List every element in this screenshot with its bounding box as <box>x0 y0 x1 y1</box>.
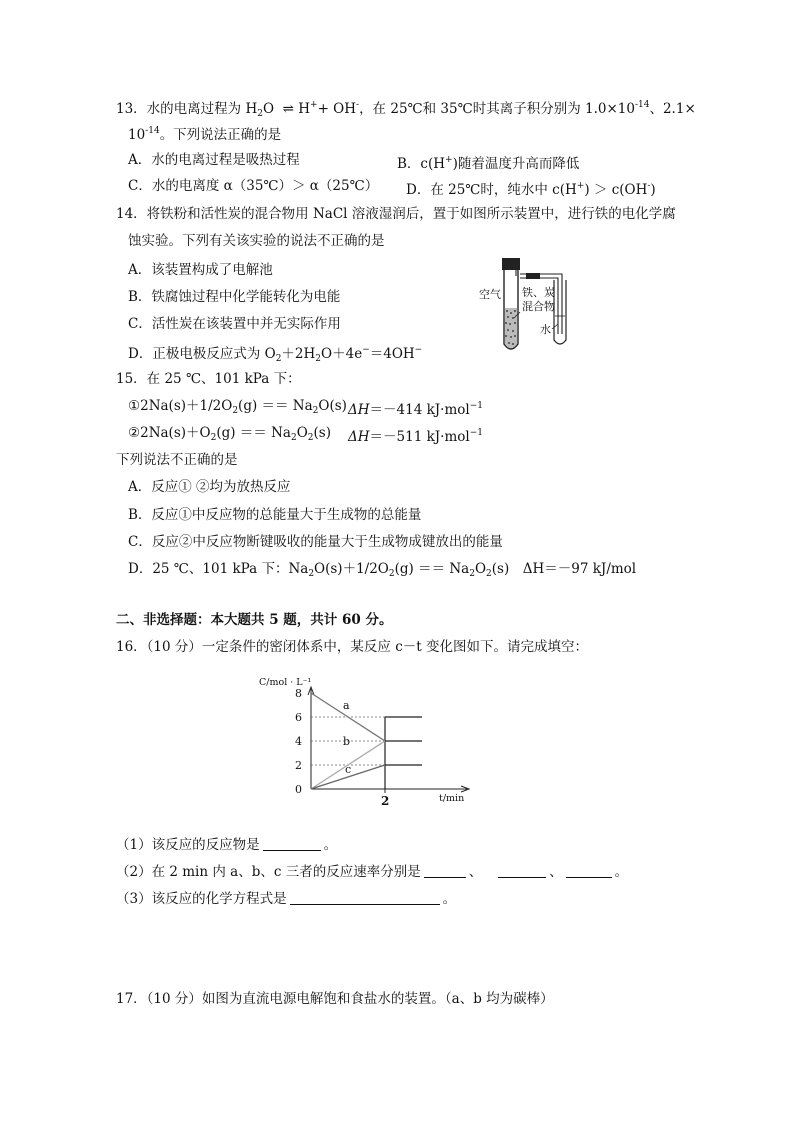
q16-blank-rate-b[interactable] <box>498 863 546 878</box>
q16-blank-rate-a[interactable] <box>424 863 466 878</box>
stopper <box>502 258 520 270</box>
q17-line1: 17．（10 分）如图为直流电源电解饱和食盐水的装置。（a、b 均为碳棒） <box>116 991 554 1007</box>
q16-line1: 16．（10 分）一定条件的密闭体系中，某反应 c－t 变化图如下。请完成填空： <box>116 639 588 655</box>
q15-option-a: A．反应① ②均为放热反应 <box>128 479 291 495</box>
y-axis-label: C/mol · L⁻¹ <box>259 677 312 688</box>
q16-blank-equation[interactable] <box>290 890 440 905</box>
q16-blank-reactant[interactable] <box>263 836 321 851</box>
y-tick-label: 2 <box>295 759 302 772</box>
series-label-a: a <box>343 699 350 712</box>
y-tick-label: 6 <box>295 711 302 724</box>
corrosion-apparatus-figure <box>476 256 586 360</box>
q14-option-b: B．铁腐蚀过程中化学能转化为电能 <box>128 289 341 305</box>
q16-part2-text: （2）在 2 min 内 a、b、c 三者的反应速率分别是 <box>116 864 421 880</box>
section-heading: 二、非选择题：本大题共 5 题，共计 60 分。 <box>116 612 393 628</box>
q14-option-c: C．活性炭在该装置中并无实际作用 <box>128 316 341 332</box>
label-mix1: 铁、炭 <box>522 286 555 299</box>
q15-line1: 15．在 25 ℃、101 kPa 下： <box>116 371 301 387</box>
y-tick-label: 4 <box>295 735 302 748</box>
q13-line2: $10^{-14}$。下列说法正确的是 <box>128 126 282 143</box>
y-tick-label: 8 <box>295 687 302 700</box>
q16-part1-end: 。 <box>323 837 338 853</box>
y-tick-label: 0 <box>295 783 302 796</box>
q15-stem: 下列说法不正确的是 <box>116 452 238 468</box>
q14-line2: 蚀实验。下列有关该实验的说法不正确的是 <box>128 233 385 249</box>
q15-option-c: C．反应②中反应物断键吸收的能量大于生成物成键放出的能量 <box>128 534 503 550</box>
q16-part1-text: （1）该反应的反应物是 <box>116 837 260 853</box>
q13-option-c: C．水的电离度 α（35℃）＞ α（25℃） <box>128 178 379 194</box>
q16-part3 <box>116 890 456 908</box>
water-tube <box>554 280 566 344</box>
q16-part3-text: （3）该反应的化学方程式是 <box>116 891 287 907</box>
label-water: 水 <box>540 323 551 336</box>
iron-carbon-mixture <box>505 308 517 348</box>
q13-option-b: B．c(H+)随着温度升高而降低 <box>397 155 580 172</box>
q14-option-d: D．正极电极反应式为 $O_2+2H_2O+4e^-=4OH^-$ <box>128 345 423 364</box>
q16-sep2: 、 <box>549 864 563 880</box>
q16-sep1: 、 <box>468 864 483 880</box>
concentration-time-chart <box>255 675 485 805</box>
q13-option-a: A．水的电离过程是吸热过程 <box>128 152 300 168</box>
label-air: 空气 <box>479 288 501 301</box>
q15-option-b: B．反应①中反应物的总能量大于生成物的总能量 <box>128 507 422 523</box>
q15-option-d: D．25 ℃、101 kPa 下：$Na_2O(s)+1/2O_2(g) == Na_2O_2(s)$ ΔH＝－97 kJ/mol <box>128 561 637 579</box>
q16-part2 <box>116 863 628 881</box>
q14-option-a: A．该装置构成了电解池 <box>128 262 273 278</box>
q14-line1: 14．将铁粉和活性炭的混合物用 NaCl 溶液湿润后，置于如图所示装置中，进行铁的电化学腐 <box>116 206 676 222</box>
series-label-c: c <box>345 763 352 776</box>
q15-eq1: $①2Na(s)+1/2O_2(g) == Na_2O(s)$ <box>128 398 347 416</box>
q15-dh1: ΔH＝－414 kJ·mol$^{-1}$ <box>348 401 484 418</box>
x-axis-label: t/min <box>439 793 465 804</box>
q16-part3-end: 。 <box>442 891 457 907</box>
label-mix2: 混合物 <box>522 300 555 313</box>
series-label-b: b <box>343 735 351 748</box>
q13-line1: 13．水的电离过程为 $H_2O$ ⇌ H++ OH-，在 25℃和 35℃时其离子积分别为 $1.0\times 10^{-14}$、2.1× <box>116 100 696 119</box>
q16-part1 <box>116 836 337 854</box>
q15-eq2: $②2Na(s)+O_2(g) == Na_2O_2(s)$ <box>128 425 331 443</box>
q13-option-d: D．在 25℃时，纯水中 c(H+) ＞ c(OH-) <box>406 181 656 198</box>
q15-dh2: ΔH＝－511 kJ·mol$^{-1}$ <box>348 428 484 445</box>
x-tick-label: 2 <box>381 794 390 805</box>
q16-blank-rate-c[interactable] <box>566 863 612 878</box>
q16-part2-end: 。 <box>614 864 629 880</box>
